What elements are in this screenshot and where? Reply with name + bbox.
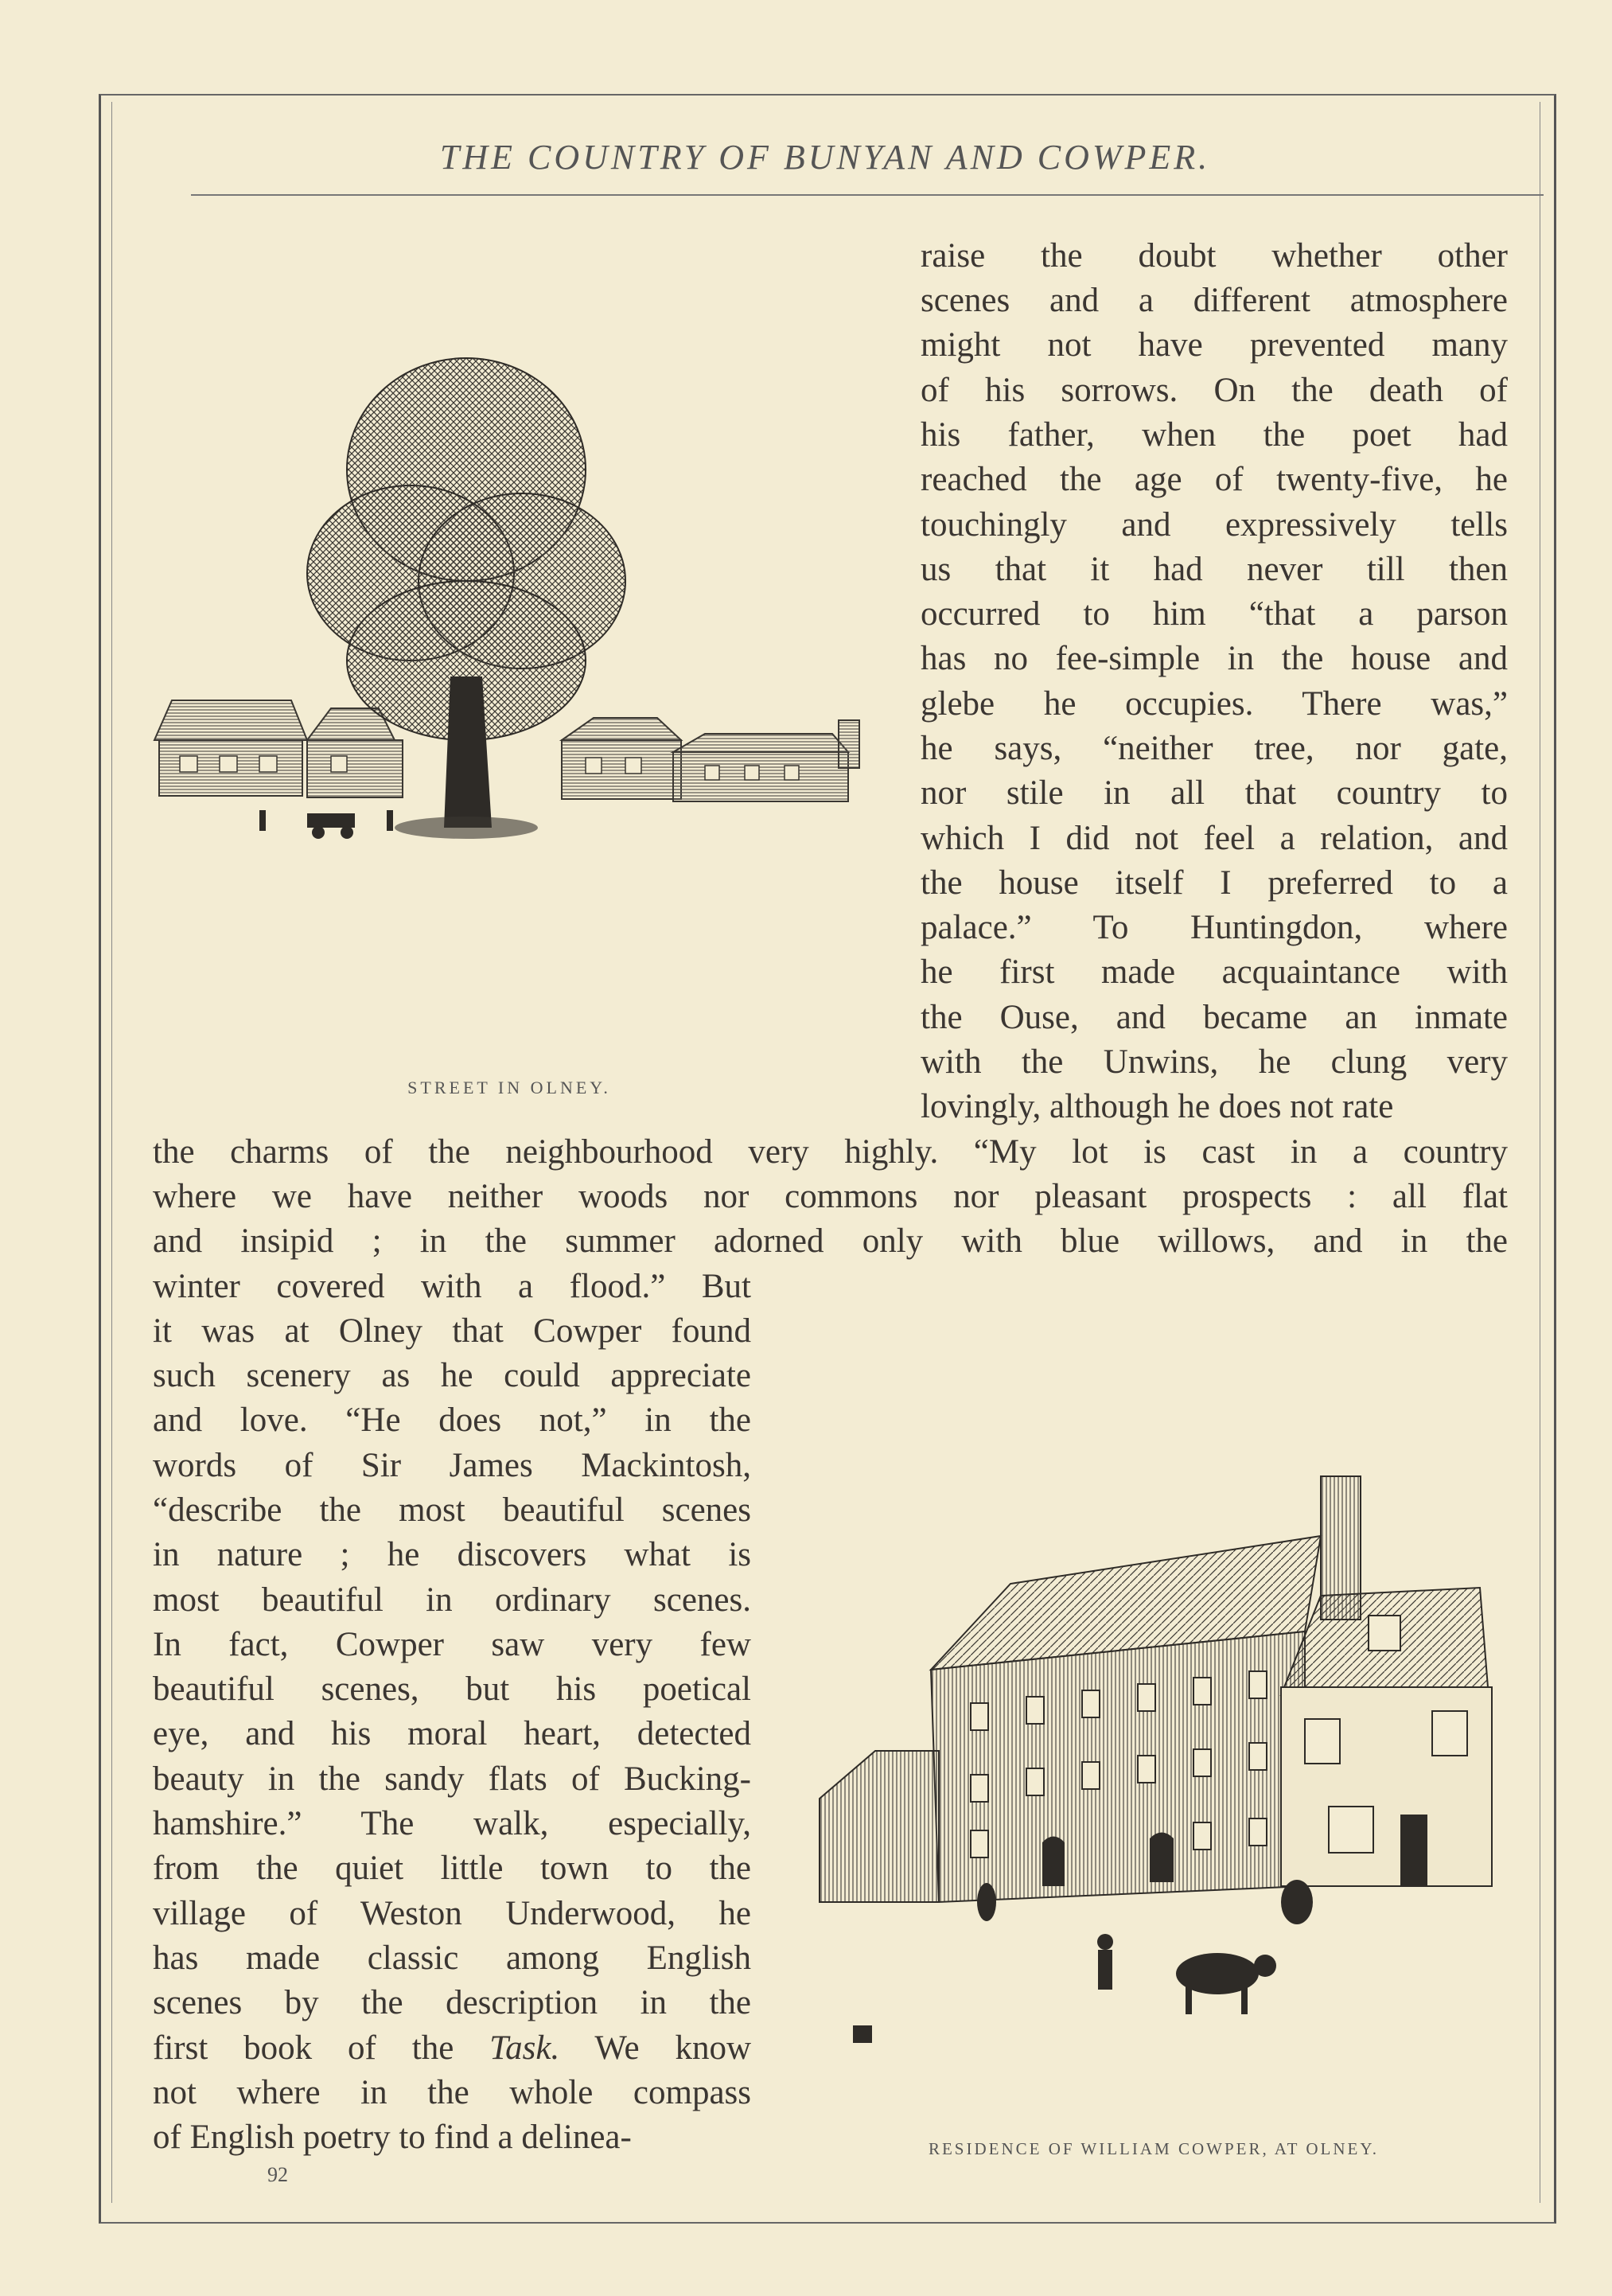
text-line: it was at Olney that Cowper found (153, 1312, 751, 1350)
text-line: beauty in the sandy flats of Bucking- (153, 1760, 751, 1798)
text-line: from the quiet little town to the (153, 1850, 751, 1887)
text-line: the Ouse, and became an inmate (921, 999, 1508, 1036)
text-line: glebe he occupies. There was,” (921, 685, 1508, 723)
text-line: of his sorrows. On the death of (921, 372, 1508, 409)
text-line: winter covered with a flood.” But (153, 1268, 751, 1305)
text-line: which I did not feel a relation, and (921, 820, 1508, 857)
text-line: us that it had never till then (921, 551, 1508, 588)
text-line: he says, “neither tree, nor gate, (921, 730, 1508, 767)
page-number: 92 (267, 2163, 288, 2186)
text-line: the charms of the neighbourhood very highly. “My lot is cast in a country (153, 1133, 1508, 1171)
text-line: and love. “He does not,” in the (153, 1401, 751, 1439)
text-line: in nature ; he discovers what is (153, 1536, 751, 1573)
cowper-residence-engraving (796, 1273, 1512, 2125)
text-line: has made classic among English (153, 1939, 751, 1977)
text-line: scenes by the description in the (153, 1984, 751, 2021)
residence-caption: RESIDENCE OF WILLIAM COWPER, AT OLNEY. (928, 2139, 1380, 2158)
text-line: where we have neither woods nor commons nor pleasant prospects : all flat (153, 1178, 1508, 1215)
text-line: occurred to him “that a parson (921, 595, 1508, 633)
text-line: hamshire.” The walk, especially, (153, 1805, 751, 1842)
text-line: scenes and a different atmosphere (921, 282, 1508, 319)
text-line: touchingly and expressively tells (921, 506, 1508, 544)
text-line: the house itself I preferred to a (921, 864, 1508, 902)
text-line: most beautiful in ordinary scenes. (153, 1581, 751, 1619)
book-title-task: Task. (489, 2029, 560, 2067)
street-in-olney-engraving (148, 231, 872, 1074)
text-line: such scenery as he could appreciate (153, 1357, 751, 1394)
text-line: and insipid ; in the summer adorned only with blue willows, and in the (153, 1222, 1508, 1260)
text-line: his father, when the poet had (921, 416, 1508, 454)
text-line: reached the age of twenty-five, he (921, 461, 1508, 498)
text-line: he first made acquaintance with (921, 953, 1508, 991)
text-line: “describe the most beautiful scenes (153, 1491, 751, 1529)
text-line: might not have prevented many (921, 326, 1508, 364)
text-line: with the Unwins, he clung very (921, 1043, 1508, 1081)
text-line: eye, and his moral heart, detected (153, 1715, 751, 1752)
text-line: palace.” To Huntingdon, where (921, 909, 1508, 946)
text-line: has no fee-simple in the house and (921, 640, 1508, 677)
head-rule (191, 194, 1544, 196)
text-line: lovingly, although he does not rate (921, 1088, 1394, 1125)
text-line: words of Sir James Mackintosh, (153, 1447, 751, 1484)
street-caption: STREET IN OLNEY. (407, 1078, 611, 1097)
text-line: In fact, Cowper saw very few (153, 1626, 751, 1663)
text-line: beautiful scenes, but his poetical (153, 1670, 751, 1708)
running-head: THE COUNTRY OF BUNYAN AND COWPER. (439, 138, 1211, 177)
text-line: nor stile in all that country to (921, 774, 1508, 812)
text-line: village of Weston Underwood, he (153, 1895, 751, 1932)
text-line: raise the doubt whether other (921, 237, 1508, 275)
text-line: first book of the Task. We know (153, 2029, 751, 2067)
text-line: of English poetry to find a delinea- (153, 2119, 632, 2156)
text-line: not where in the whole compass (153, 2074, 751, 2111)
